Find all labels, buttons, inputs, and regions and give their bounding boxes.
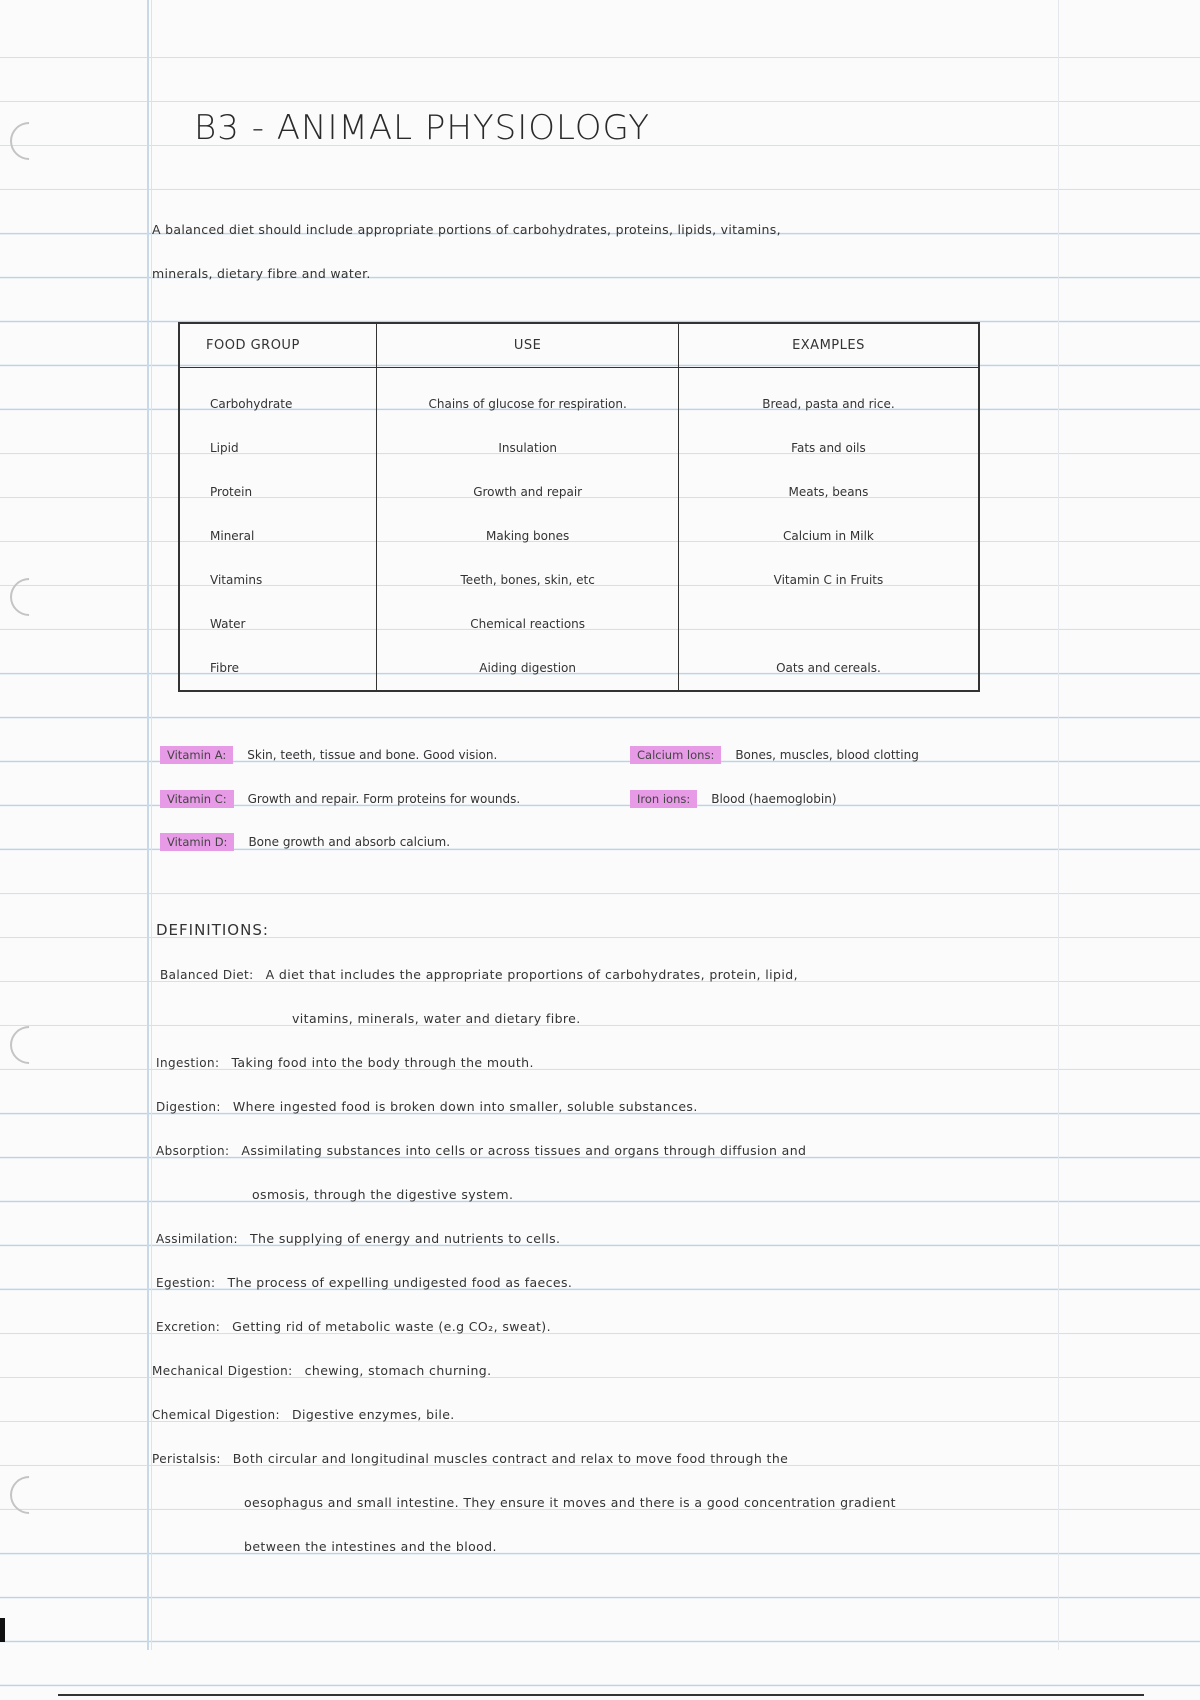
- def-text: Both circular and longitudinal muscles contract and relax to move food through the: [232, 1451, 789, 1466]
- calcium-text: Bones, muscles, blood clotting: [735, 748, 919, 762]
- examples-cell: Calcium in Milk: [678, 514, 979, 558]
- def-assimilation: [156, 1231, 560, 1246]
- calcium-note: [630, 748, 919, 762]
- header-use: USE: [377, 323, 679, 368]
- margin-line-secondary: [151, 0, 152, 1650]
- bottom-rule: [58, 1694, 1144, 1696]
- def-text: The process of expelling undigested food as faeces.: [227, 1275, 573, 1290]
- iron-label: Iron ions:: [630, 790, 697, 808]
- header-food-group: FOOD GROUP: [179, 323, 377, 368]
- use-cell: Growth and repair: [377, 470, 679, 514]
- examples-cell: Oats and cereals.: [678, 646, 979, 691]
- use-cell: Chains of glucose for respiration.: [377, 368, 679, 427]
- vitamin-d-label: Vitamin D:: [160, 833, 234, 851]
- def-text: Where ingested food is broken down into smaller, soluble substances.: [232, 1099, 698, 1114]
- binder-hole-icon: [2, 1018, 56, 1072]
- def-text: chewing, stomach churning.: [304, 1363, 492, 1378]
- examples-cell: [678, 602, 979, 646]
- def-peristalsis-cont: oesophagus and small intestine. They ensure it moves and there is a good concentration gradient: [244, 1495, 896, 1510]
- use-cell: Making bones: [377, 514, 679, 558]
- food-group-cell: Mineral: [210, 529, 255, 543]
- def-text: A diet that includes the appropriate proportions of carbohydrates, protein, lipid,: [265, 967, 798, 982]
- def-absorption-cont: osmosis, through the digestive system.: [252, 1187, 514, 1202]
- margin-line: [147, 0, 149, 1650]
- food-group-cell: Lipid: [210, 441, 239, 455]
- vitamin-d-note: [160, 835, 450, 849]
- iron-text: Blood (haemoglobin): [711, 792, 837, 806]
- def-egestion: [156, 1275, 572, 1290]
- vitamin-c-note: [160, 792, 520, 806]
- food-group-cell: Protein: [210, 485, 253, 499]
- examples-cell: Bread, pasta and rice.: [678, 368, 979, 427]
- intro-line-1: A balanced diet should include appropriate portions of carbohydrates, proteins, lipids, vitamins,: [152, 222, 781, 237]
- page-edge: [1058, 0, 1059, 1650]
- iron-note: [630, 792, 837, 806]
- def-balanced-diet: [160, 967, 798, 982]
- def-balanced-diet-cont: vitamins, minerals, water and dietary fibre.: [292, 1011, 581, 1026]
- table-row: [179, 426, 979, 470]
- def-peristalsis-cont-2: between the intestines and the blood.: [244, 1539, 497, 1554]
- term-mechanical-digestion: Mechanical Digestion:: [152, 1364, 293, 1378]
- header-examples: EXAMPLES: [678, 323, 979, 368]
- calcium-label: Calcium lons:: [630, 746, 721, 764]
- vitamin-a-note: [160, 748, 497, 762]
- def-peristalsis: [152, 1451, 788, 1466]
- vitamin-c-label: Vitamin C:: [160, 790, 234, 808]
- vitamin-a-label: Vitamin A:: [160, 746, 233, 764]
- term-balanced-diet: Balanced Diet:: [160, 968, 254, 982]
- definitions-heading: DEFINITIONS:: [156, 921, 269, 939]
- term-excretion: Excretion:: [156, 1320, 221, 1334]
- use-cell: Insulation: [377, 426, 679, 470]
- table-row: [179, 368, 979, 427]
- vitamin-a-text: Skin, teeth, tissue and bone. Good vision.: [247, 748, 498, 762]
- food-group-cell: Carbohydrate: [210, 397, 293, 411]
- term-ingestion: Ingestion:: [156, 1056, 220, 1070]
- table-row: [179, 470, 979, 514]
- def-digestion: [156, 1099, 698, 1114]
- binder-hole-icon: [2, 570, 56, 624]
- term-assimilation: Assimilation:: [156, 1232, 238, 1246]
- page-title: B3 - ANIMAL PHYSIOLOGY: [194, 108, 650, 148]
- food-group-cell: Water: [210, 617, 246, 631]
- examples-cell: Meats, beans: [678, 470, 979, 514]
- table-row: [179, 602, 979, 646]
- binder-hole-icon: [2, 1468, 56, 1522]
- def-text: Assimilating substances into cells or across tissues and organs through diffusion and: [241, 1143, 807, 1158]
- use-cell: Teeth, bones, skin, etc: [377, 558, 679, 602]
- scan-mark: [0, 1618, 5, 1642]
- food-group-cell: Vitamins: [210, 573, 263, 587]
- table-row: [179, 558, 979, 602]
- food-group-cell: Fibre: [210, 661, 240, 675]
- def-excretion: [156, 1319, 551, 1334]
- food-group-table: [178, 322, 980, 692]
- table-row: [179, 514, 979, 558]
- def-text: Getting rid of metabolic waste (e.g CO₂, sweat).: [232, 1319, 551, 1334]
- term-egestion: Egestion:: [156, 1276, 216, 1290]
- use-cell: Aiding digestion: [377, 646, 679, 691]
- table-row: [179, 646, 979, 691]
- def-text: Taking food into the body through the mouth.: [231, 1055, 534, 1070]
- table-header-row: [179, 323, 979, 368]
- examples-cell: Fats and oils: [678, 426, 979, 470]
- vitamin-d-text: Bone growth and absorb calcium.: [248, 835, 451, 849]
- def-mechanical-digestion: [152, 1363, 492, 1378]
- examples-cell: Vitamin C in Fruits: [678, 558, 979, 602]
- term-chemical-digestion: Chemical Digestion:: [152, 1408, 280, 1422]
- def-text: Digestive enzymes, bile.: [291, 1407, 455, 1422]
- term-digestion: Digestion:: [156, 1100, 221, 1114]
- vitamin-c-text: Growth and repair. Form proteins for wounds.: [247, 792, 521, 806]
- intro-line-2: minerals, dietary fibre and water.: [152, 266, 371, 281]
- term-absorption: Absorption:: [156, 1144, 230, 1158]
- term-peristalsis: Peristalsis:: [152, 1452, 221, 1466]
- def-absorption: [156, 1143, 806, 1158]
- def-ingestion: [156, 1055, 534, 1070]
- def-chemical-digestion: [152, 1407, 455, 1422]
- def-text: The supplying of energy and nutrients to cells.: [250, 1231, 561, 1246]
- binder-hole-icon: [2, 114, 56, 168]
- use-cell: Chemical reactions: [377, 602, 679, 646]
